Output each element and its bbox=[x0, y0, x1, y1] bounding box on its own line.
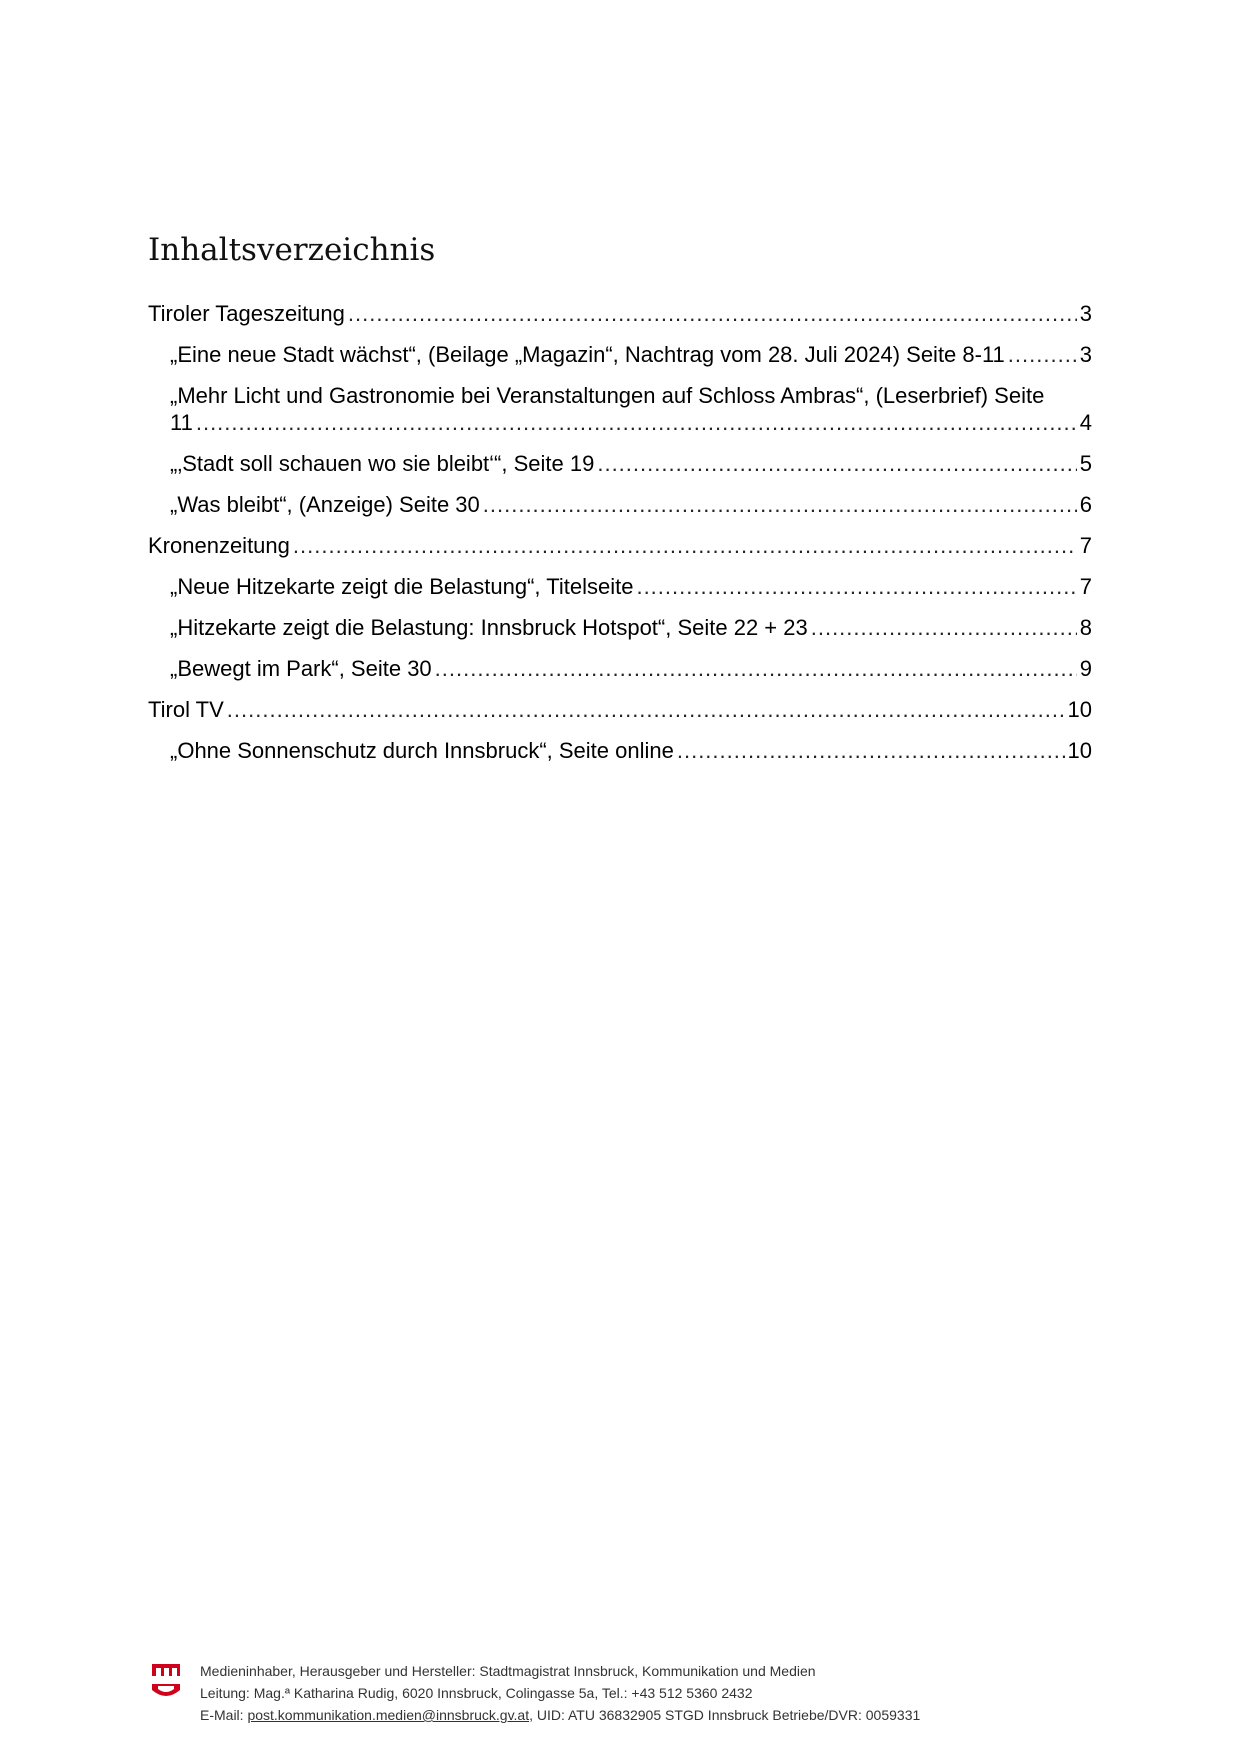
toc-leader-dots bbox=[636, 573, 1076, 600]
toc-leader-dots bbox=[227, 696, 1065, 723]
toc-entry-label: Kronenzeitung bbox=[148, 533, 290, 558]
toc-page-number: 3 bbox=[1079, 301, 1092, 326]
toc-leader-dots bbox=[196, 409, 1077, 436]
toc-entry-label: „Neue Hitzekarte zeigt die Belastung“, Titelseite bbox=[170, 574, 634, 599]
toc-page-number: 6 bbox=[1079, 492, 1092, 517]
toc-entry-label: „Was bleibt“, (Anzeige) Seite 30 bbox=[170, 492, 480, 517]
toc-leader-dots bbox=[435, 655, 1077, 682]
toc-page-number: 5 bbox=[1079, 451, 1092, 476]
toc-page-number: 10 bbox=[1067, 697, 1092, 722]
toc-entry[interactable] bbox=[148, 614, 1092, 641]
toc-entry-label: „Bewegt im Park“, Seite 30 bbox=[170, 656, 432, 681]
toc-leader-dots bbox=[483, 491, 1077, 518]
table-of-contents bbox=[148, 300, 1092, 778]
toc-entry-label: „Ohne Sonnenschutz durch Innsbruck“, Seite online bbox=[170, 738, 674, 763]
footer-imprint bbox=[200, 1660, 920, 1726]
toc-leader-dots bbox=[811, 614, 1077, 641]
toc-leader-dots bbox=[677, 737, 1065, 764]
footer-line bbox=[200, 1704, 920, 1726]
toc-leader-dots bbox=[348, 300, 1077, 327]
toc-page-number: 7 bbox=[1079, 574, 1092, 599]
toc-page-number: 10 bbox=[1067, 738, 1092, 763]
toc-entry-label: „Eine neue Stadt wächst“, (Beilage „Magazin“, Nachtrag vom 28. Juli 2024) Seite 8-11 bbox=[170, 342, 1005, 367]
toc-entry[interactable] bbox=[148, 655, 1092, 682]
toc-entry[interactable] bbox=[148, 696, 1092, 723]
toc-page-number: 9 bbox=[1079, 656, 1092, 681]
toc-entry-label: Tirol TV bbox=[148, 697, 224, 722]
toc-entry[interactable] bbox=[148, 341, 1092, 368]
innsbruck-logo-icon bbox=[150, 1662, 182, 1702]
toc-leader-dots bbox=[293, 532, 1077, 559]
toc-entry-label: Tiroler Tageszeitung bbox=[148, 301, 345, 326]
toc-page-number: 3 bbox=[1079, 342, 1092, 367]
toc-entry[interactable] bbox=[148, 382, 1092, 436]
toc-entry[interactable] bbox=[148, 450, 1092, 477]
toc-page-number: 4 bbox=[1079, 410, 1092, 435]
toc-entry[interactable] bbox=[148, 532, 1092, 559]
footer-email-prefix: E-Mail: bbox=[200, 1707, 248, 1723]
toc-page-number: 7 bbox=[1079, 533, 1092, 558]
footer-line: Leitung: Mag.ª Katharina Rudig, 6020 Innsbruck, Colingasse 5a, Tel.: +43 512 5360 2432 bbox=[200, 1685, 753, 1701]
toc-leader-dots bbox=[1008, 341, 1077, 368]
toc-entry[interactable] bbox=[148, 737, 1092, 764]
toc-title: Inhaltsverzeichnis bbox=[148, 232, 436, 268]
toc-entry-label: „Hitzekarte zeigt die Belastung: Innsbruck Hotspot“, Seite 22 + 23 bbox=[170, 615, 808, 640]
toc-entry[interactable] bbox=[148, 573, 1092, 600]
toc-entry-label: „Mehr Licht und Gastronomie bei Veranstaltungen auf Schloss Ambras“, (Leserbrief) Seite bbox=[170, 383, 1045, 408]
toc-entry-label: „‚Stadt soll schauen wo sie bleibt‘“, Seite 19 bbox=[170, 451, 595, 476]
toc-entry[interactable] bbox=[148, 300, 1092, 327]
footer-line: Medieninhaber, Herausgeber und Hersteller: Stadtmagistrat Innsbruck, Kommunikation und Medien bbox=[200, 1663, 816, 1679]
footer-uid-text: , UID: ATU 36832905 STGD Innsbruck Betriebe/DVR: 0059331 bbox=[529, 1707, 921, 1723]
toc-entry[interactable] bbox=[148, 491, 1092, 518]
toc-page-number: 8 bbox=[1079, 615, 1092, 640]
footer-email-link[interactable]: post.kommunikation.medien@innsbruck.gv.at bbox=[247, 1707, 530, 1723]
toc-entry-label-continued: 11 bbox=[170, 410, 193, 435]
toc-leader-dots bbox=[597, 450, 1076, 477]
